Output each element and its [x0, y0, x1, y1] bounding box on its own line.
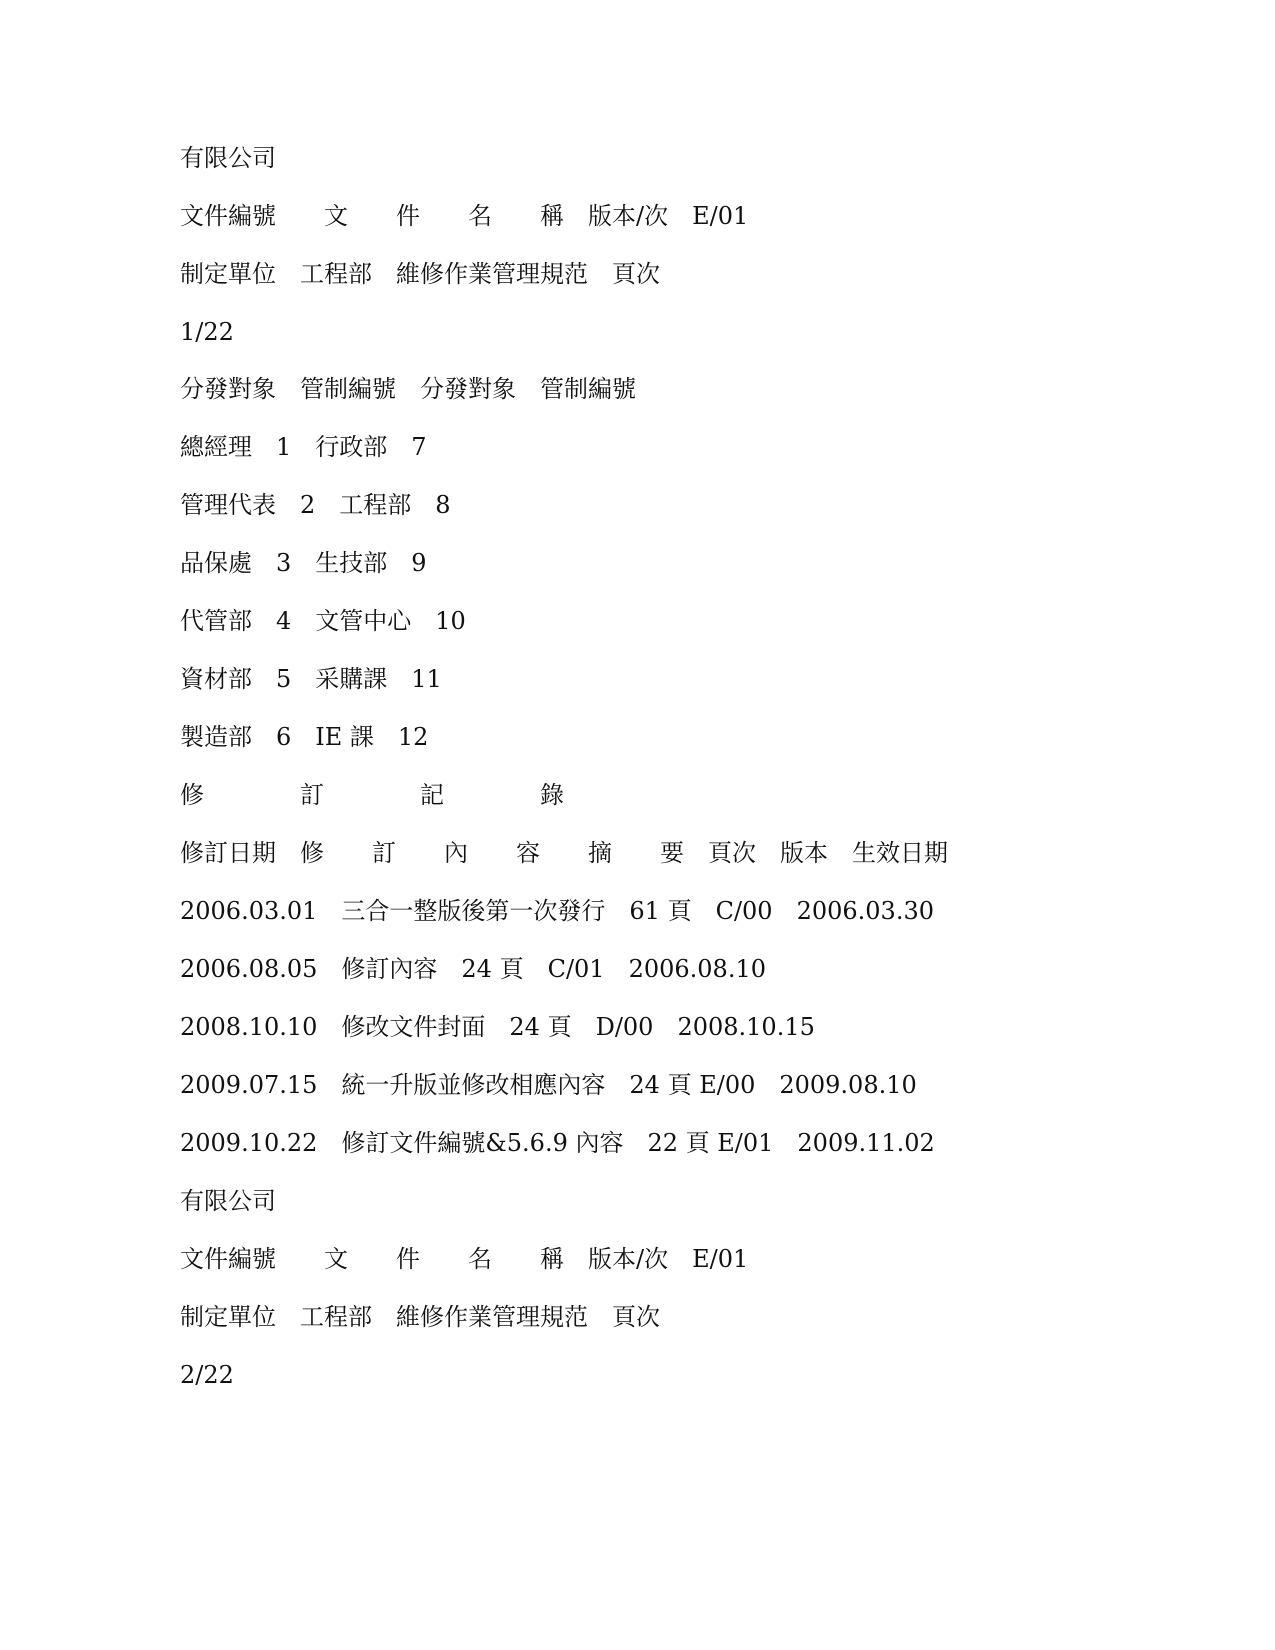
distribution-row: 總經理 1 行政部 7	[180, 433, 427, 461]
revision-row: 2009.10.22 修訂文件編號&5.6.9 內容 22 頁 E/01 2009.11.02	[180, 1129, 935, 1157]
header-row-document-number: 文件編號 文 件 名 稱 版本/次 E/01	[180, 1245, 749, 1273]
revision-row: 2006.08.05 修訂內容 24 頁 C/01 2006.08.10	[180, 955, 766, 983]
page-number: 1/22	[180, 318, 234, 346]
distribution-row: 資材部 5 采購課 11	[180, 665, 442, 693]
header-row-document-number: 文件編號 文 件 名 稱 版本/次 E/01	[180, 202, 749, 230]
page-number: 2/22	[180, 1361, 234, 1389]
company-name: 有限公司	[180, 144, 276, 172]
revision-table-header: 修訂日期 修 訂 內 容 摘 要 頁次 版本 生效日期	[180, 839, 948, 867]
distribution-row: 製造部 6 IE 課 12	[180, 723, 429, 751]
company-name: 有限公司	[180, 1187, 276, 1215]
distribution-row: 代管部 4 文管中心 10	[180, 607, 466, 635]
revision-record-title: 修 訂 記 錄	[180, 781, 564, 809]
header-row-department: 制定單位 工程部 維修作業管理規范 頁次	[180, 260, 660, 288]
header-row-department: 制定單位 工程部 維修作業管理規范 頁次	[180, 1303, 660, 1331]
distribution-row: 管理代表 2 工程部 8	[180, 491, 451, 519]
revision-row: 2008.10.10 修改文件封面 24 頁 D/00 2008.10.15	[180, 1013, 815, 1041]
revision-row: 2006.03.01 三合一整版後第一次發行 61 頁 C/00 2006.03.30	[180, 897, 934, 925]
distribution-header: 分發對象 管制編號 分發對象 管制編號	[180, 375, 636, 403]
revision-row: 2009.07.15 統一升版並修改相應內容 24 頁 E/00 2009.08.10	[180, 1071, 917, 1099]
distribution-row: 品保處 3 生技部 9	[180, 549, 427, 577]
